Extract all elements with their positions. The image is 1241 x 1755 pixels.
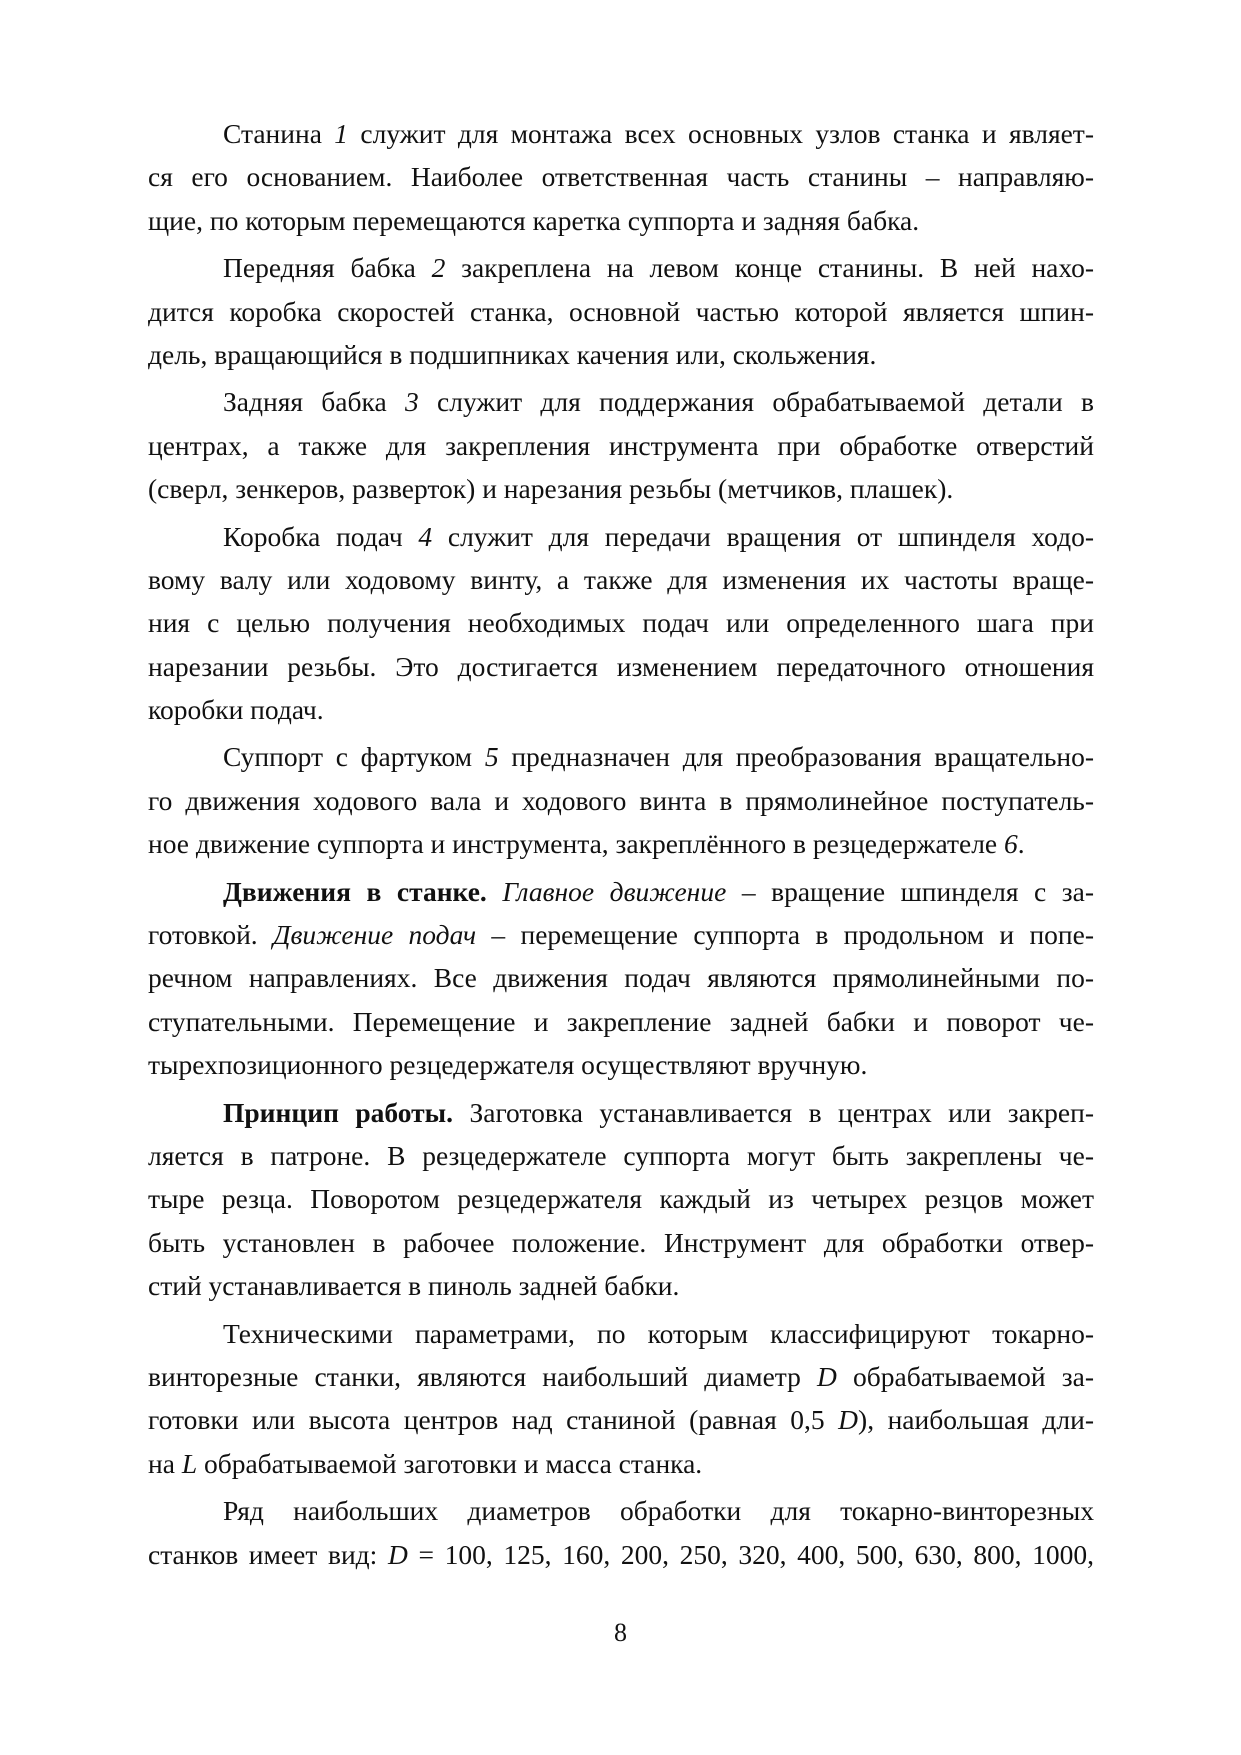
text-line <box>148 1091 1094 1134</box>
text-line <box>148 246 1094 289</box>
text-line <box>148 1312 1094 1355</box>
italic-run: D <box>817 1360 837 1392</box>
text-run: Ряд наибольших диаметров обработки для токарно-винторезных <box>223 1495 1094 1527</box>
text-run: тыре резца. Поворотом резцедержателя каждый из четырех резцов может <box>148 1183 1094 1215</box>
text-line <box>148 822 1094 865</box>
bold-run: Движения в станке. <box>223 875 487 907</box>
text-run: ния с целью получения необходимых подач или определенного шага при <box>148 607 1094 639</box>
paragraph-dvizheniya <box>148 870 1094 1087</box>
text-run: готовкой. <box>148 919 273 951</box>
text-run: ное движение суппорта и инструмента, закреплённого в резцедержателе <box>148 828 1005 860</box>
text-run: = 100, 125, 160, 200, 250, 320, 400, 500, 630, 800, 1000, <box>407 1538 1094 1570</box>
text-run: обрабатываемой за- <box>836 1360 1094 1392</box>
paragraph-perednyaya-babka <box>148 246 1094 376</box>
text-run: дится коробка скоростей станка, основной частью которой является шпин- <box>148 295 1094 327</box>
paragraph-ryad-diametrov <box>148 1489 1094 1576</box>
text-run: служит для поддержания обрабатываемой детали в <box>418 386 1094 418</box>
page-number: 8 <box>614 1618 627 1647</box>
text-line <box>148 155 1094 198</box>
text-run: Задняя бабка <box>223 386 405 418</box>
text-run: Коробка подач <box>223 520 419 552</box>
text-run: обрабатываемой заготовки и масса станка. <box>197 1447 703 1479</box>
text-run: Передняя бабка <box>223 252 432 284</box>
text-line <box>148 1000 1094 1043</box>
body-text <box>148 112 1094 1580</box>
text-line <box>148 1264 1094 1307</box>
text-run: готовки или высота центров над станиной (равная 0,5 <box>148 1404 839 1436</box>
text-run: тырехпозиционного резцедержателя осуществляют вручную. <box>148 1049 868 1081</box>
text-run: нарезании резьбы. Это достигается изменением передаточного отношения <box>148 650 1094 682</box>
bold-run: Принцип работы. <box>223 1096 454 1128</box>
text-run: го движения ходового вала и ходового винта в прямолинейное поступатель- <box>148 784 1094 816</box>
text-line <box>148 199 1094 242</box>
text-run: . <box>1017 828 1025 860</box>
text-line <box>148 779 1094 822</box>
text-line <box>148 333 1094 376</box>
text-line <box>148 956 1094 999</box>
text-line <box>148 688 1094 731</box>
italic-run: L <box>181 1447 198 1479</box>
italic-run: D <box>838 1404 859 1436</box>
text-run: речном направлениях. Все движения подач являются прямолинейными по- <box>148 962 1094 994</box>
italic-run: 4 <box>418 520 433 552</box>
text-run: закреплена на левом конце станины. В ней нахо- <box>445 252 1094 284</box>
text-run: ступательными. Перемещение и закрепление задней бабки и поворот че- <box>148 1005 1094 1037</box>
text-line <box>148 1442 1094 1485</box>
text-line <box>148 558 1094 601</box>
paragraph-zadnyaya-babka <box>148 380 1094 510</box>
text-run: – перемещение суппорта в продольном и попе- <box>476 919 1094 951</box>
text-line <box>148 1398 1094 1441</box>
text-run: Станина <box>223 118 335 149</box>
text-line <box>148 870 1094 913</box>
text-line <box>148 1533 1094 1576</box>
text-line <box>148 1177 1094 1220</box>
text-line <box>148 735 1094 778</box>
paragraph-korobka-podach <box>148 515 1094 732</box>
text-run: Техническими параметрами, по которым классифицируют токарно- <box>223 1317 1094 1349</box>
text-run: стий устанавливается в пиноль задней бабки. <box>148 1270 680 1302</box>
text-run: вому валу или ходовому винту, а также для изменения их частоты враще- <box>148 563 1094 595</box>
paragraph-support <box>148 735 1094 865</box>
text-run: Суппорт с фартуком <box>223 741 485 773</box>
paragraph-princip-raboty <box>148 1091 1094 1308</box>
italic-run: 5 <box>484 741 499 773</box>
text-line <box>148 601 1094 644</box>
text-run: служит для передачи вращения от шпинделя ходо- <box>432 520 1094 552</box>
text-line <box>148 1043 1094 1086</box>
text-line <box>148 1134 1094 1177</box>
text-line <box>148 913 1094 956</box>
italic-run: 3 <box>404 386 419 418</box>
text-line <box>148 290 1094 333</box>
text-run: винторезные станки, являются наибольший диаметр <box>148 1360 818 1392</box>
text-line <box>148 1489 1094 1532</box>
text-run: предназначен для преобразования вращательно- <box>498 741 1094 773</box>
text-run: быть установлен в рабочее положение. Инструмент для обработки отвер- <box>148 1226 1094 1258</box>
text-run: центрах, а также для закрепления инструмента при обработке отверстий <box>148 429 1094 461</box>
paragraph-stanina <box>148 112 1094 242</box>
paragraph-tekh-parametry <box>148 1312 1094 1486</box>
text-line <box>148 1355 1094 1398</box>
text-line <box>148 1221 1094 1264</box>
text-run: ся его основанием. Наиболее ответственная часть станины – направляю- <box>148 161 1094 193</box>
italic-run: 6 <box>1004 828 1018 860</box>
text-run: Заготовка устанавливается в центрах или закреп- <box>453 1096 1094 1128</box>
text-run: – вращение шпинделя с за- <box>726 875 1094 907</box>
text-run: дель, вращающийся в подшипниках качения или, скольжения. <box>148 338 877 370</box>
text-line <box>148 515 1094 558</box>
text-run: (сверл, зенкеров, разверток) и нарезания резьбы (метчиков, плашек). <box>148 473 954 505</box>
text-line <box>148 112 1094 155</box>
text-run: ), наибольшая дли- <box>858 1404 1094 1436</box>
italic-run: Движение подач <box>273 919 477 951</box>
italic-run: 2 <box>431 252 446 284</box>
text-run: щие, по которым перемещаются каретка суппорта и задняя бабка. <box>148 204 920 236</box>
text-line <box>148 380 1094 423</box>
italic-run: D <box>387 1538 408 1570</box>
text-line <box>148 467 1094 510</box>
text-run: ляется в патроне. В резцедержателе суппорта могут быть закреплены че- <box>148 1139 1094 1171</box>
text-run: коробки подач. <box>148 694 324 726</box>
italic-run: Главное движение <box>502 875 727 907</box>
text-run: станков имеет вид: <box>148 1538 388 1570</box>
text-run <box>487 876 503 907</box>
text-line <box>148 424 1094 467</box>
text-line <box>148 645 1094 688</box>
text-run: служит для монтажа всех основных узлов станка и являет- <box>348 118 1094 149</box>
italic-run: 1 <box>334 118 349 149</box>
text-run: на <box>148 1447 182 1479</box>
